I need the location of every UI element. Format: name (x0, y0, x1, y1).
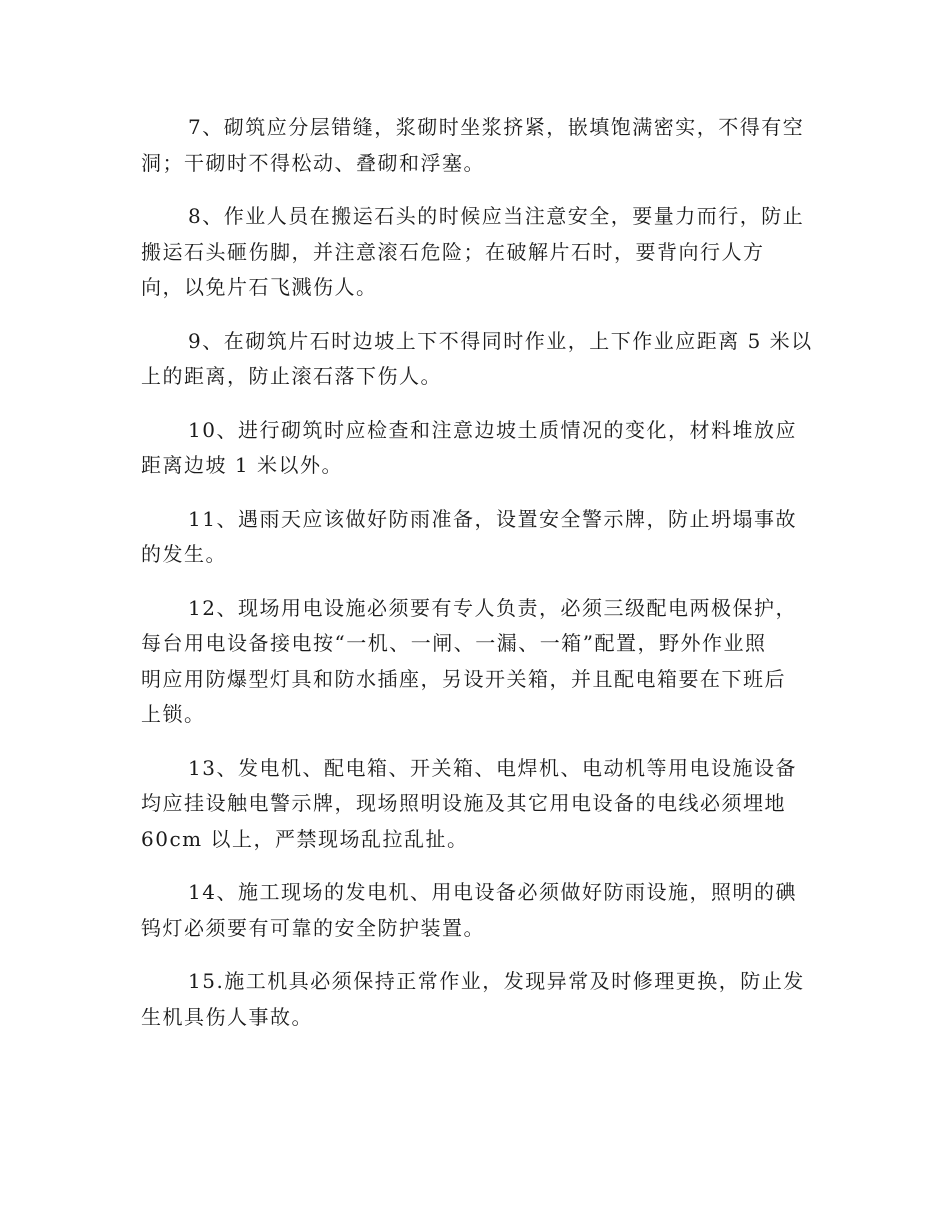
paragraph-11 (141, 502, 811, 573)
paragraph-line: 9、在砌筑片石时边坡上下不得同时作业，上下作业应距离 5 米以 (188, 328, 813, 353)
paragraph-8 (141, 199, 811, 306)
paragraph-line: 13、发电机、配电箱、开关箱、电焊机、电动机等用电设施设备 (188, 755, 797, 780)
paragraph-line: 生机具伤人事故。 (141, 1004, 313, 1029)
paragraph-line: 均应挂设触电警示牌，现场照明设施及其它用电设备的电线必须埋地 (141, 791, 786, 815)
paragraph-15 (141, 964, 811, 1035)
paragraph-line: 距离边坡 1 米以外。 (141, 453, 343, 477)
paragraph-14 (141, 875, 811, 946)
paragraph-line: 明应用防爆型灯具和防水插座，另设开关箱，并且配电箱要在下班后 (141, 666, 786, 691)
document-body (141, 110, 811, 1053)
paragraph-line: 洞；干砌时不得松动、叠砌和浮塞。 (141, 150, 485, 175)
paragraph-12 (141, 591, 811, 733)
paragraph-line: 钨灯必须要有可靠的安全防护装置。 (141, 915, 485, 940)
paragraph-line: 搬运石头砸伤脚，并注意滚石危险；在破解片石时，要背向行人方 (141, 239, 765, 264)
paragraph-line: 的发生。 (141, 542, 227, 566)
paragraph-line: 10、进行砌筑时应检查和注意边坡土质情况的变化，材料堆放应 (188, 417, 797, 442)
paragraph-line: 15.施工机具必须保持正常作业，发现异常及时修理更换，防止发 (188, 969, 805, 993)
paragraph-9 (141, 324, 811, 395)
paragraph-line: 8、作业人员在搬运石头的时候应当注意安全，要量力而行，防止 (188, 204, 805, 228)
paragraph-line: 向，以免片石飞溅伤人。 (141, 275, 378, 299)
paragraph-line: 14、施工现场的发电机、用电设备必须做好防雨设施，照明的碘 (188, 880, 797, 904)
paragraph-10 (141, 413, 811, 484)
paragraph-line: 60cm 以上，严禁现场乱拉乱扯。 (141, 826, 469, 851)
paragraph-line: 上的距离，防止滚石落下伤人。 (141, 364, 442, 388)
paragraph-line: 上锁。 (141, 702, 206, 726)
paragraph-line: 12、现场用电设施必须要有专人负责，必须三级配电两极保护， (188, 595, 797, 620)
paragraph-7 (141, 110, 811, 181)
paragraph-line: 11、遇雨天应该做好防雨准备，设置安全警示牌，防止坍塌事故 (188, 506, 797, 531)
paragraph-line: 7、砌筑应分层错缝，浆砌时坐浆挤紧，嵌填饱满密实，不得有空 (188, 115, 805, 139)
paragraph-line: 每台用电设备接电按“一机、一闸、一漏、一箱”配置，野外作业照 (141, 631, 767, 655)
paragraph-13 (141, 751, 811, 858)
